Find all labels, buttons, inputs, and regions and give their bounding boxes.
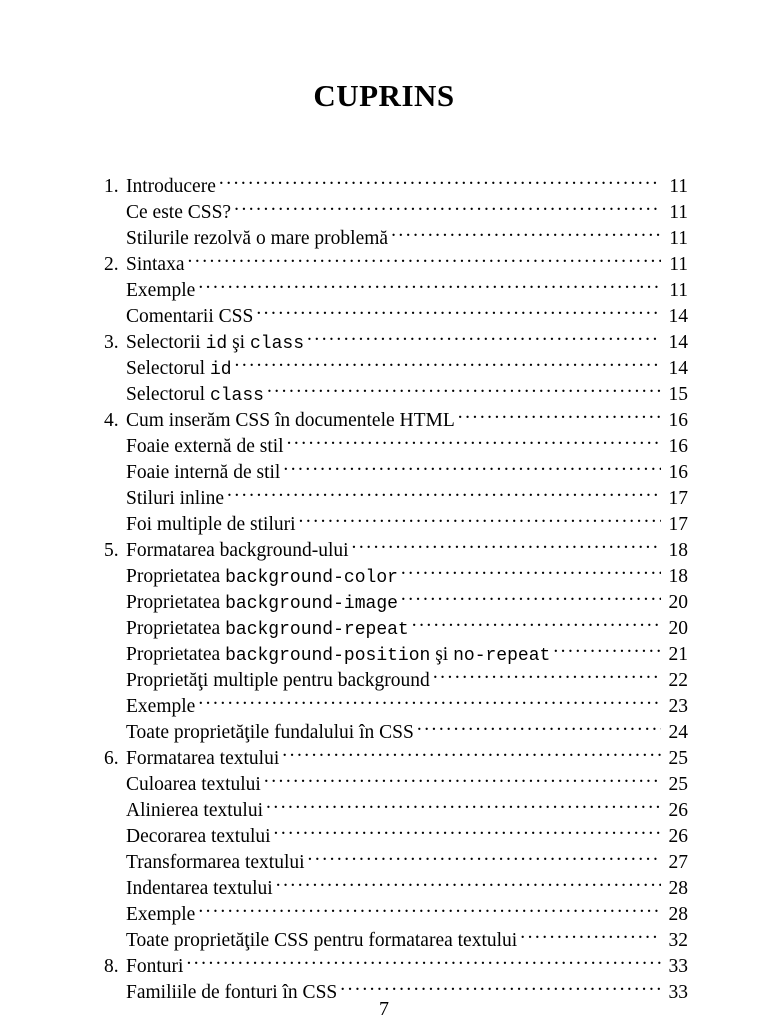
toc-entry-number: 8. (104, 956, 119, 977)
toc-entry-code-term: class (209, 386, 264, 406)
toc-entry-text: Selectorul (126, 358, 210, 379)
toc-entry-text: Alinierea textului (126, 800, 263, 821)
toc-entry-title (126, 746, 279, 772)
toc-entry-title (104, 486, 224, 512)
toc-entry-code-term: id (205, 334, 228, 354)
toc-dot-leader (553, 634, 661, 660)
toc-dot-leader (227, 478, 661, 504)
toc-dot-leader (198, 894, 661, 920)
toc-page-number: 16 (668, 436, 688, 457)
toc-dot-leader (267, 374, 661, 400)
toc-entry-text: Proprietatea (126, 566, 226, 587)
toc-entry-text: Foaie externă de stil (126, 436, 284, 457)
toc-entry-title (104, 564, 398, 591)
toc-dot-leader (256, 296, 661, 322)
toc-dot-leader (198, 686, 661, 712)
toc-page-number: 14 (668, 332, 688, 353)
toc-dot-leader (274, 816, 661, 842)
toc-dot-leader (412, 608, 661, 634)
toc-page-number: 11 (669, 254, 688, 275)
toc-page-number: 33 (668, 956, 688, 977)
toc-entry-text: Stilurile rezolvă o mare problemă (126, 228, 389, 249)
toc-entry-text: Comentarii CSS (126, 306, 254, 327)
toc-entry-title (104, 902, 195, 928)
toc-dot-leader (234, 192, 661, 218)
page-title: CUPRINS (313, 78, 455, 113)
toc-page-number: 11 (669, 176, 688, 197)
toc-entry-text: Proprietăţi multiple pentru background (126, 670, 430, 691)
toc-dot-leader (308, 842, 661, 868)
toc-dot-leader (186, 946, 661, 972)
toc-entry-title (104, 590, 398, 617)
toc-entry-text: Formatarea textului (126, 748, 280, 769)
toc-dot-leader (287, 426, 661, 452)
toc-dot-leader (307, 322, 661, 348)
toc-dot-leader (340, 972, 661, 998)
toc-page-number: 15 (668, 384, 688, 405)
toc-entry-number: 5. (104, 540, 119, 561)
toc-page-number: 27 (668, 852, 688, 873)
toc-page-number: 18 (668, 540, 688, 561)
toc-entry-title (104, 512, 296, 538)
toc-entry-title (104, 200, 231, 226)
toc-entry-text: Fonturi (126, 956, 184, 977)
toc-entry-title (104, 798, 263, 824)
toc-page-number: 11 (669, 228, 688, 249)
toc-entry-number: 4. (104, 410, 119, 431)
toc-entry-code-term: id (209, 360, 232, 380)
toc-page-number: 28 (668, 878, 688, 899)
toc-dot-leader (219, 166, 661, 192)
toc-page-number: 14 (668, 358, 688, 379)
toc-page-number: 23 (668, 696, 688, 717)
toc-dot-leader (433, 660, 661, 686)
toc-entry-title (104, 382, 264, 409)
toc-entry-text: Culoarea textului (126, 774, 261, 795)
toc-page-number: 25 (668, 748, 688, 769)
toc-entry-text: Foaie internă de stil (126, 462, 281, 483)
toc-entry-number: 3. (104, 332, 119, 353)
toc-dot-leader (417, 712, 661, 738)
toc-entry-text: Sintaxa (126, 254, 185, 275)
toc-dot-leader (391, 218, 661, 244)
toc-page-number: 18 (668, 566, 688, 587)
toc-entry-text: Selectorul (126, 384, 210, 405)
toc-dot-leader (283, 452, 661, 478)
toc-entry-text: Transformarea textului (126, 852, 305, 873)
toc-entry-text: şi (430, 644, 454, 665)
toc-entry-title (104, 304, 253, 330)
toc-entry-text: Exemple (126, 696, 196, 717)
toc-page-number: 25 (668, 774, 688, 795)
toc-entry-text: Proprietatea (126, 592, 226, 613)
toc-dot-leader (401, 582, 661, 608)
toc-entry-text: Proprietatea (126, 644, 226, 665)
toc-page-number: 17 (668, 514, 688, 535)
toc-page-number: 11 (669, 280, 688, 301)
toc-entry-title (104, 356, 232, 383)
toc-entry-text: Exemple (126, 904, 196, 925)
toc-entry-number: 6. (104, 748, 119, 769)
toc-entry-text: Toate proprietăţile fundalului în CSS (126, 722, 414, 743)
toc-page-number: 16 (668, 462, 688, 483)
toc-page-number: 14 (668, 306, 688, 327)
toc-entry-text: Selectorii (126, 332, 206, 353)
toc-page-number: 22 (668, 670, 688, 691)
toc-page-number: 11 (669, 202, 688, 223)
toc-entry-text: Exemple (126, 280, 196, 301)
toc-dot-leader (276, 868, 661, 894)
toc-page-number: 26 (668, 826, 688, 847)
toc-entry-text: Familiile de fonturi în CSS (126, 982, 338, 1003)
toc-entry-title (104, 772, 261, 798)
toc-dot-leader (520, 920, 661, 946)
toc-entry-title (104, 824, 271, 850)
toc-entry-title (126, 174, 216, 200)
toc-dot-leader (458, 400, 661, 426)
toc-page-number: 26 (668, 800, 688, 821)
toc-page-number: 16 (668, 410, 688, 431)
toc-entry-title (126, 954, 183, 980)
toc-entry-text: Stiluri inline (126, 488, 225, 509)
toc-entry-text: Foi multiple de stiluri (126, 514, 296, 535)
toc-page-number: 28 (668, 904, 688, 925)
toc-section-entry (104, 972, 688, 1003)
toc-page-number: 20 (668, 618, 688, 639)
toc-page-number: 33 (668, 982, 688, 1003)
toc-entry-code-term: background-repeat (225, 620, 409, 640)
toc-entry-text: Toate proprietăţile CSS pentru formatarea textului (126, 930, 518, 951)
toc-page-number: 20 (668, 592, 688, 613)
toc-dot-leader (282, 738, 661, 764)
toc-page-number: 17 (668, 488, 688, 509)
toc-chapter-entry (104, 946, 688, 977)
toc-dot-leader (266, 790, 661, 816)
toc-entry-code-term: background-color (225, 568, 398, 588)
toc-section-entry (104, 270, 688, 301)
toc-entry-title (104, 850, 305, 876)
toc-entry-number: 2. (104, 254, 119, 275)
toc-entry-title (126, 252, 185, 278)
toc-chapter-entry (104, 244, 688, 275)
toc-entry-text: Indentarea textului (126, 878, 273, 899)
toc-dot-leader (352, 530, 661, 556)
toc-entry-code-term: class (249, 334, 304, 354)
toc-entry-code-term: no-repeat (453, 646, 551, 666)
toc-entry-text: Decorarea textului (126, 826, 271, 847)
toc-entry-text: Ce este CSS? (126, 202, 232, 223)
toc-dot-leader (188, 244, 662, 270)
toc-entry-title (104, 616, 409, 643)
toc-entry-text: Cum inserăm CSS în documentele HTML (126, 410, 455, 431)
toc-entry-title (126, 538, 349, 564)
toc-entry-title (104, 694, 195, 720)
toc-chapter-entry (104, 166, 688, 197)
table-of-contents (104, 166, 688, 1003)
toc-page-number: 21 (668, 644, 688, 665)
toc-dot-leader (299, 504, 661, 530)
toc-entry-code-term: background-position (225, 646, 431, 666)
toc-dot-leader (264, 764, 661, 790)
toc-entry-text: Formatarea background-ului (126, 540, 349, 561)
toc-entry-number: 1. (104, 176, 119, 197)
toc-entry-text: şi (227, 332, 250, 353)
toc-entry-title (104, 434, 284, 460)
toc-entry-title (104, 278, 195, 304)
toc-page-number: 32 (668, 930, 688, 951)
toc-dot-leader (198, 270, 661, 296)
toc-dot-leader (235, 348, 661, 374)
toc-page-number: 24 (668, 722, 688, 743)
toc-entry-text: Introducere (126, 176, 216, 197)
page-number: 7 (379, 998, 389, 1020)
toc-entry-code-term: background-image (225, 594, 398, 614)
toc-entry-text: Proprietatea (126, 618, 226, 639)
toc-dot-leader (401, 556, 661, 582)
